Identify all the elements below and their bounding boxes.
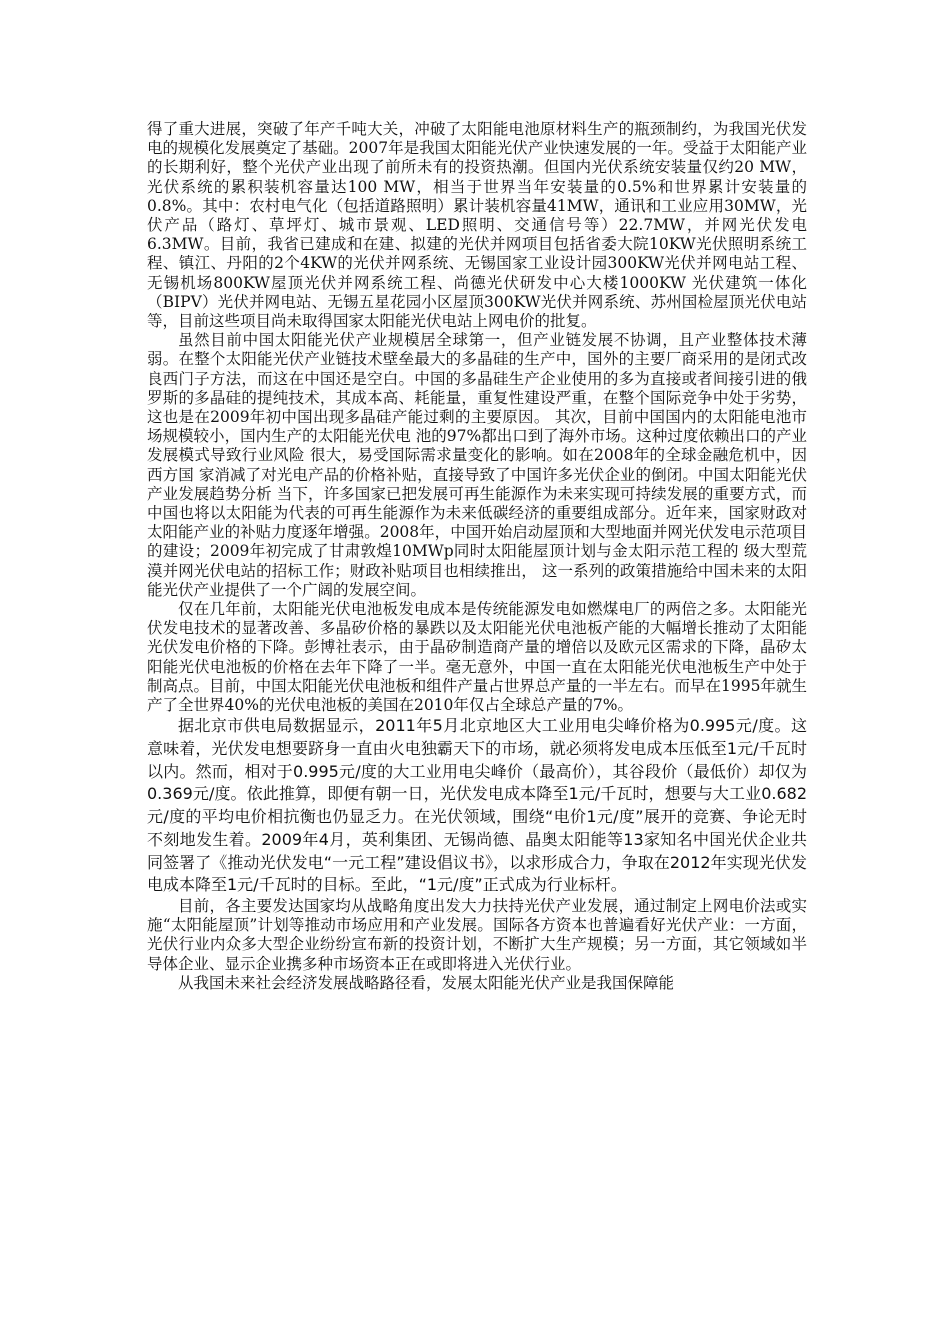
- paragraph-developed-countries-support: 目前，各主要发达国家均从战略角度出发大力扶持光伏产业发展，通过制定上网电价法或实施“太阳能屋顶”计划等推动市场应用和产业发展。国际各方资本也普遍看好光伏产业：一方面，光伏行业内众多大型企业纷纷宣布新的投资计划，不断扩大生产规模；另一方面，其它领域如半导体企业、显示企业携多种市场资本正在或即将进入光伏行业。: [147, 896, 807, 973]
- paragraph-industry-chain-issues: 虽然目前中国太阳能光伏产业规模居全球第一，但产业链发展不协调，且产业整体技术薄弱。在整个太阳能光伏产业链技术壁垒最大的多晶硅的生产中，国外的主要厂商采用的是闭式改良西门子方法，而这在中国还是空白。中国的多晶硅生产企业使用的多为直接或者间接引进的俄罗斯的多晶硅的提纯技术，其成本高、耗能量，重复性建设严重，在整个国际竞争中处于劣势，这也是在2009年初中国出现多晶硅产能过剩的主要原因。 其次，目前中国国内的太阳能电池市场规模较小，国内生产的太阳能光伏电 池的97%都出口到了海外市场。这种过度依赖出口的产业发展模式导致行业风险 很大，易受国际需求量变化的影响。如在2008年的全球金融危机中，因西方国 家消减了对光电产品的价格补贴，直接导致了中国许多光伏企业的倒闭。中国太阳能光伏产业发展趋势分析 当下，许多国家已把发展可再生能源作为未来实现可持续发展的重要方式，而中国也将以太阳能为代表的可再生能源作为未来低碳经济的重要组成部分。近年来，国家财政对太阳能产业的补贴力度逐年增强。2008年，中国开始启动屋顶和大型地面并网光伏发电示范项目的建设；2009年初完成了甘肃敦煌10MWp同时太阳能屋顶计划与金太阳示范工程的 级大型荒漠并网光伏电站的招标工作；财政补贴项目也相续推出， 这一系列的政策措施给中国未来的太阳能光伏产业提供了一个广阔的发展空间。: [147, 331, 807, 599]
- paragraph-national-strategy: 从我国未来社会经济发展战略路径看，发展太阳能光伏产业是我国保障能: [178, 973, 675, 992]
- paragraph-electricity-price: 据北京市供电局数据显示，2011年5月北京地区大工业用电尖峰价格为0.995元/度。这意味着，光伏发电想要跻身一直由火电独霸天下的市场，就必须将发电成本压低至1元/千瓦时以内。然而，相对于0.995元/度的大工业用电尖峰价（最高价），其谷段价（最低价）却仅为0.369元/度。依此推算，即便有朝一日，光伏发电成本降至1元/千瓦时，想要与大工业0.682元/度的平均电价相抗衡也仍显乏力。在光伏领域，围绕“电价1元/度”展开的竞赛、争论无时不刻地发生着。2009年4月，英利集团、无锡尚德、晶奥太阳能等13家知名中国光伏企业共同签署了《推动光伏发电“一元工程”建设倡议书》，以求形成合力，争取在2012年实现光伏发电成本降至1元/千瓦时的目标。至此，“1元/度”正式成为行业标杆。: [147, 716, 807, 895]
- paragraph-cost-decline: 仅在几年前，太阳能光伏电池板发电成本是传统能源发电如燃煤电厂的两倍之多。太阳能光伏发电技术的显著改善、多晶矽价格的暴跌以及太阳能光伏电池板产能的大幅增长推动了太阳能光伏发电价格的下降。彭博社表示，由于晶矽制造商产量的增倍以及欧元区需求的下降，晶矽太阳能光伏电池板的价格在去年下降了一半。毫无意外，中国一直在太阳能光伏电池板生产中处于制高点。目前，中国太阳能光伏电池板和组件产量占世界总产量的一半左右。而早在1995年就生产了全世界40%的光伏电池板的美国在2010年仅占全球总产量的7%。: [147, 600, 807, 715]
- paragraph-pv-progress-2007: 得了重大进展，突破了年产千吨大关，冲破了太阳能电池原材料生产的瓶颈制约，为我国光伏发电的规模化发展奠定了基础。2007年是我国太阳能光伏产业快速发展的一年。受益于太阳能产业的长期利好，整个光伏产业出现了前所未有的投资热潮。但国内光伏系统安装量仅约20 MW，光伏系统的累积装机容量达100 MW，相当于世界当年安装量的0.5%和世界累计安装量的0.8%。其中：农村电气化（包括道路照明）累计装机容量41MW，通讯和工业应用30MW，光伏产品（路灯、草坪灯、城市景观、LED照明、交通信号等）22.7MW，并网光伏发电6.3MW。目前，我省已建成和在建、拟建的光伏并网项目包括省委大院10KW光伏照明系统工程、镇江、丹阳的2个4KW的光伏并网系统、无锡国家工业设计园300KW光伏并网电站工程、无锡机场800KW屋顶光伏并网系统工程、尚德光伏研发中心大楼1000KW 光伏建筑一体化（BIPV）光伏并网电站、无锡五星花园小区屋顶300KW光伏并网系统、苏州国检屋顶光伏电站等，目前这些项目尚未取得国家太阳能光伏电站上网电价的批复。: [147, 120, 807, 331]
- document-body: [147, 120, 807, 993]
